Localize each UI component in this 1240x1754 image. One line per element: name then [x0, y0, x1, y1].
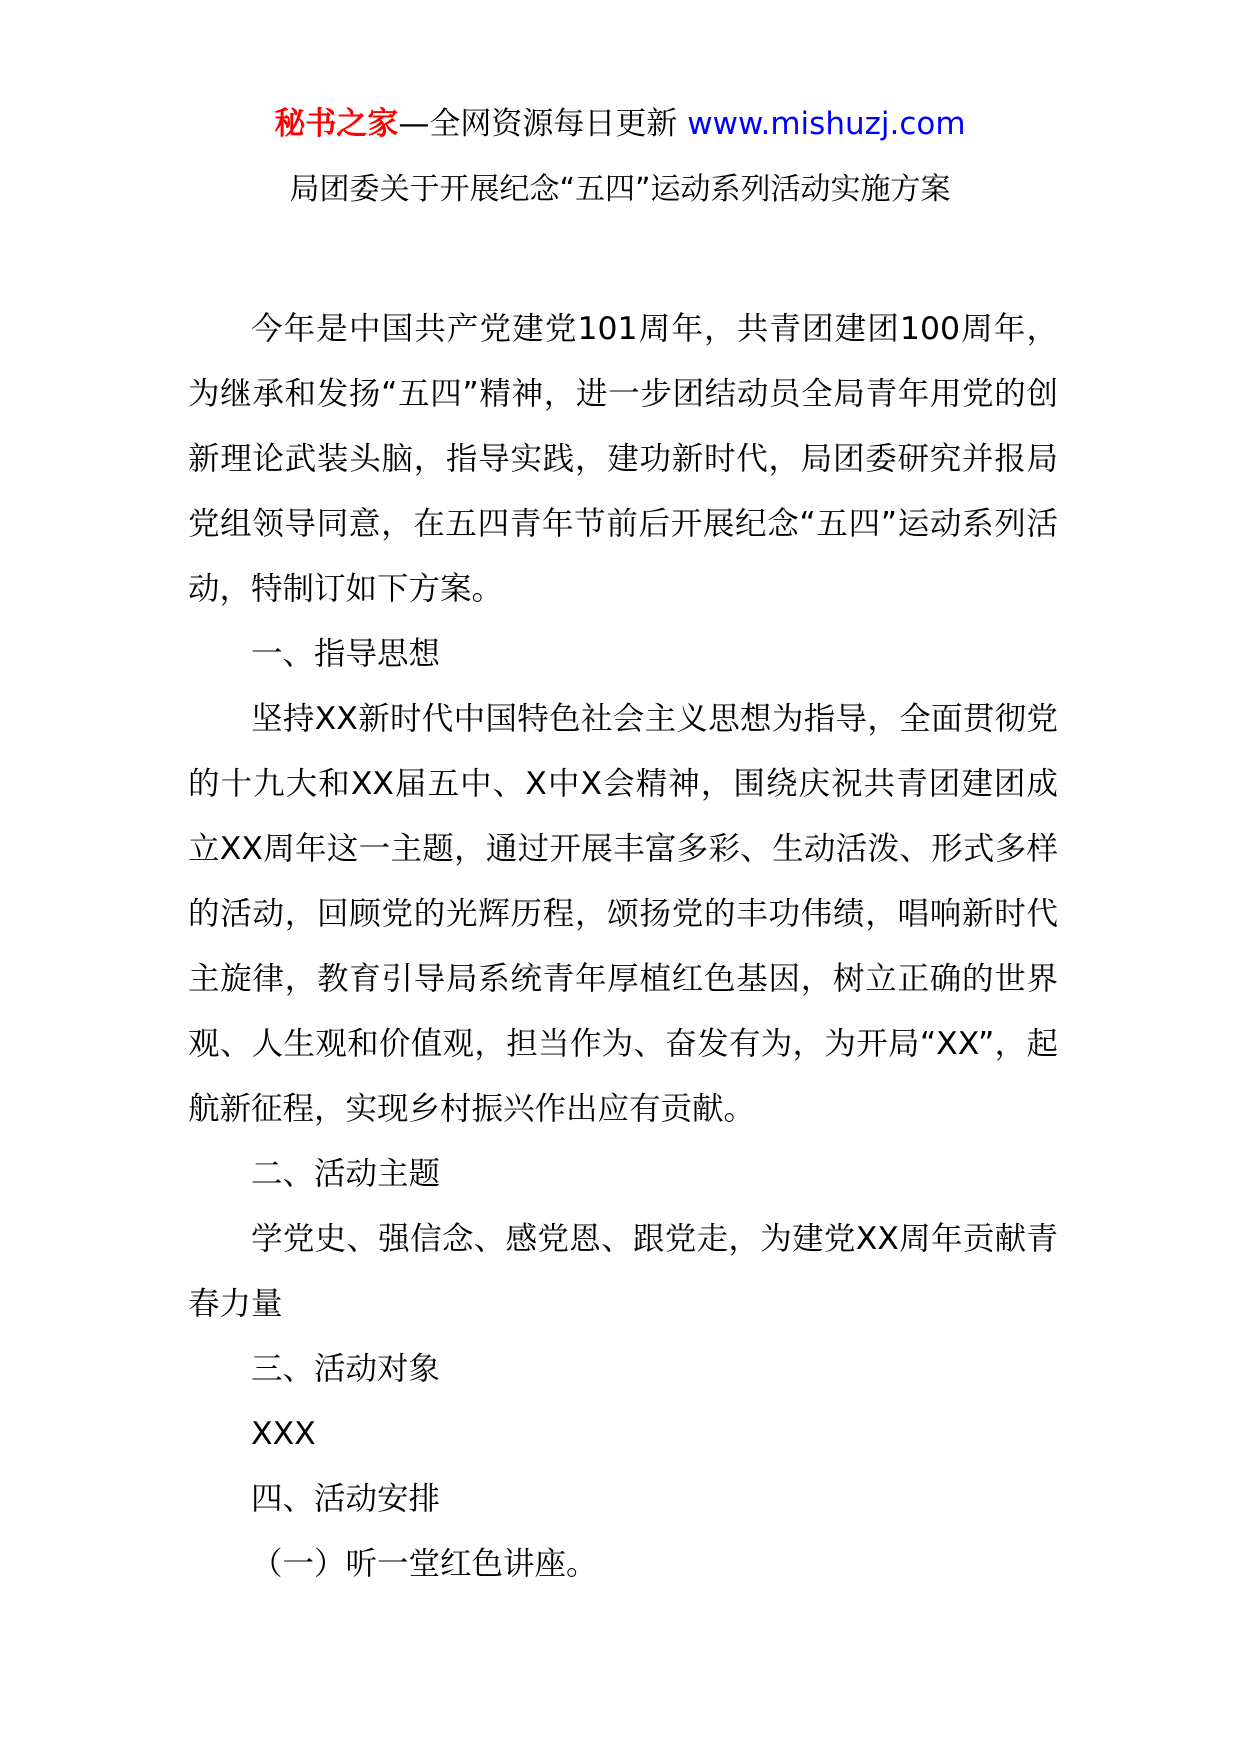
activity-theme-paragraph: 学党史、强信念、感党恩、跟党走，为建党XX周年贡献青春力量 — [188, 1221, 1058, 1322]
document-body — [188, 297, 1058, 1597]
section-heading-activity-target: 三、活动对象 — [251, 1351, 441, 1387]
site-slogan: —全网资源每日更新 — [398, 106, 678, 142]
guiding-ideology-paragraph: 坚持XX新时代中国特色社会主义思想为指导，全面贯彻党的十九大和XX届五中、X中X会精神，围绕庆祝共青团建团成立XX周年这一主题，通过开展丰富多彩、生动活泼、形式多样的活动，回顾党的光辉历程，颂扬党的丰功伟绩，唱响新时代主旋律，教育引导局系统青年厚植红色基因，树立正确的世界观、人生观和价值观，担当作为、奋发有为，为开局“XX”，起航新征程，实现乡村振兴作出应有贡献。 — [188, 701, 1058, 1127]
intro-paragraph: 今年是中国共产党建党101周年，共青团建团100周年，为继承和发扬“五四”精神，进一步团结动员全局青年用党的创新理论武装头脑，指导实践，建功新时代，局团委研究并报局党组领导同意，在五四青年节前后开展纪念“五四”运动系列活动，特制订如下方案。 — [188, 311, 1058, 607]
activity-target-paragraph: XXX — [251, 1416, 316, 1452]
section-heading-guiding-ideology: 一、指导思想 — [251, 636, 441, 672]
section-heading-activity-theme: 二、活动主题 — [251, 1156, 441, 1192]
site-header — [0, 104, 1240, 144]
brand-name: 秘书之家 — [274, 106, 399, 142]
section-heading-activity-arrangement: 四、活动安排 — [251, 1481, 441, 1517]
sub-item-red-lecture: （一）听一堂红色讲座。 — [251, 1546, 598, 1582]
document-title: 局团委关于开展纪念“五四”运动系列活动实施方案 — [289, 172, 951, 207]
site-url-link[interactable]: www.mishuzj.com — [687, 106, 966, 142]
